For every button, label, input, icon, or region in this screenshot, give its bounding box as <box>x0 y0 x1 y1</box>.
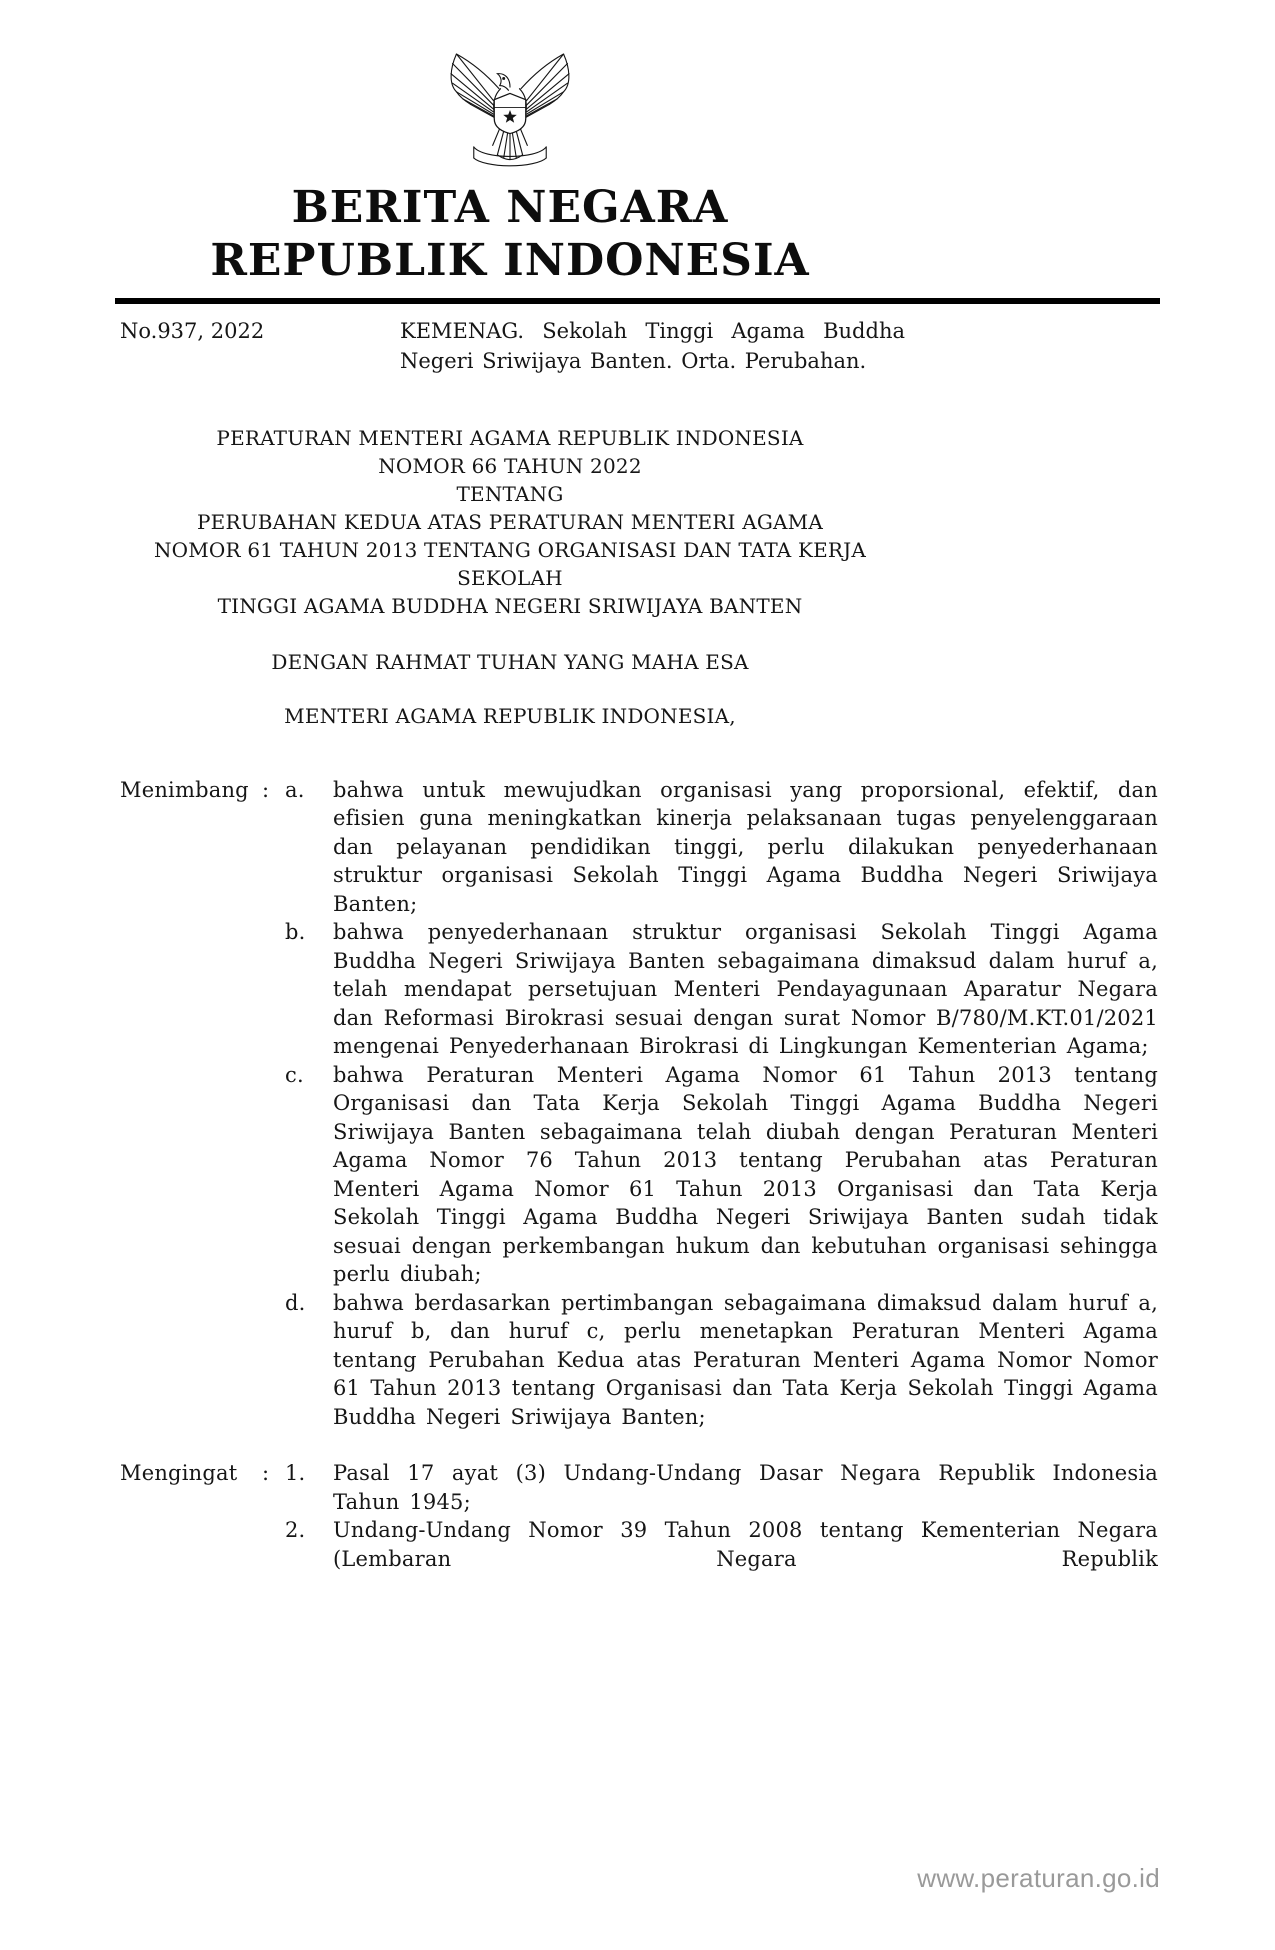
title-line-6: TINGGI AGAMA BUDDHA NEGERI SRIWIJAYA BANTEN <box>217 593 803 618</box>
masthead-line1: BERITA NEGARA <box>291 182 729 233</box>
remembering-item-1 <box>120 1459 1158 1516</box>
masthead-divider <box>115 298 1160 304</box>
section-label: Menimbang <box>120 777 249 802</box>
invocation-line: DENGAN RAHMAT TUHAN YANG MAHA ESA <box>271 649 749 674</box>
page-content <box>120 0 1158 1573</box>
item-marker: 2. <box>285 1518 306 1543</box>
title-line-2: NOMOR 66 TAHUN 2022 <box>378 453 642 478</box>
remembering-item-2 <box>120 1516 1158 1573</box>
watermark-url: www.peraturan.go.id <box>917 1863 1160 1893</box>
section-menimbang <box>120 776 1158 1432</box>
considering-item-a <box>120 776 1158 919</box>
title-line-1: PERATURAN MENTERI AGAMA REPUBLIK INDONESIA <box>216 425 804 450</box>
title-line-4: PERUBAHAN KEDUA ATAS PERATURAN MENTERI AGAMA <box>196 509 823 534</box>
item-text: bahwa penyederhanaan struktur organisasi Sekolah Tinggi Agama Buddha Negeri Sriwijaya Banten sebagaimana dimaksud dalam huruf a, telah mendapat persetujuan Menteri Pendayagunaan Aparatur Negara dan Reformasi Birokrasi sesuai dengan surat Nomor B/780/M.KT.01/2021 mengenai Penyederhanaan Birokrasi di Lingkungan Kementerian Agama; <box>333 920 1158 1059</box>
item-text: Undang-Undang Nomor 39 Tahun 2008 tentang Kementerian Negara (Lembaran Negara Republik <box>333 1518 1158 1571</box>
item-text: bahwa untuk mewujudkan organisasi yang proporsional, efektif, dan efisien guna meningkatkan kinerja pelaksanaan tugas penyelenggaraan dan pelayanan pendidikan tinggi, perlu dilakukan penyederhanaan struktur organisasi Sekolah Tinggi Agama Buddha Negeri Sriwijaya Banten; <box>333 777 1158 916</box>
authority-line: MENTERI AGAMA REPUBLIK INDONESIA, <box>284 703 736 728</box>
masthead-line2: REPUBLIK INDONESIA <box>210 234 810 286</box>
issue-row <box>120 316 1158 376</box>
issue-subject-note: KEMENAG. Sekolah Tinggi Agama Buddha Negeri Sriwijaya Banten. Orta. Perubahan. <box>400 318 905 373</box>
item-marker: b. <box>285 920 306 945</box>
considering-item-d <box>120 1289 1158 1432</box>
item-marker: 1. <box>285 1461 306 1486</box>
item-text: bahwa berdasarkan pertimbangan sebagaimana dimaksud dalam huruf a, huruf b, dan huruf c, perlu menetapkan Peraturan Menteri Agama tentang Perubahan Kedua atas Peraturan Menteri Agama Nomor Nomor 61 Tahun 2013 tentang Organisasi dan Tata Kerja Sekolah Tinggi Agama Buddha Negeri Sriwijaya Banten; <box>333 1290 1158 1429</box>
considering-item-b <box>120 918 1158 1061</box>
masthead <box>120 182 900 288</box>
item-text: bahwa Peraturan Menteri Agama Nomor 61 Tahun 2013 tentang Organisasi dan Tata Kerja Sekolah Tinggi Agama Buddha Negeri Sriwijaya Banten sebagaimana telah diubah dengan Peraturan Menteri Agama Nomor 76 Tahun 2013 tentang Perubahan atas Peraturan Menteri Agama Nomor 61 Tahun 2013 Organisasi dan Tata Kerja Sekolah Tinggi Agama Buddha Negeri Sriwijaya Banten sudah tidak sesuai dengan perkembangan hukum dan kebutuhan organisasi sehingga perlu diubah; <box>333 1062 1158 1287</box>
title-line-3: TENTANG <box>456 481 564 506</box>
section-mengingat <box>120 1459 1158 1573</box>
garuda-pancasila-emblem <box>120 0 900 174</box>
issue-number: No.937, 2022 <box>120 318 265 343</box>
section-colon: : <box>262 1461 270 1486</box>
section-colon: : <box>262 777 270 802</box>
regulation-title-block <box>120 424 900 730</box>
title-line-5: NOMOR 61 TAHUN 2013 TENTANG ORGANISASI DAN TATA KERJA SEKOLAH <box>153 537 867 590</box>
preamble-sections <box>120 776 1158 1574</box>
section-label: Mengingat <box>120 1461 238 1486</box>
item-marker: c. <box>285 1062 304 1087</box>
item-marker: a. <box>285 777 305 802</box>
considering-item-c <box>120 1061 1158 1289</box>
item-text: Pasal 17 ayat (3) Undang-Undang Dasar Negara Republik Indonesia Tahun 1945; <box>333 1461 1158 1514</box>
item-marker: d. <box>285 1290 306 1315</box>
garuda-eagle-icon <box>447 38 573 174</box>
